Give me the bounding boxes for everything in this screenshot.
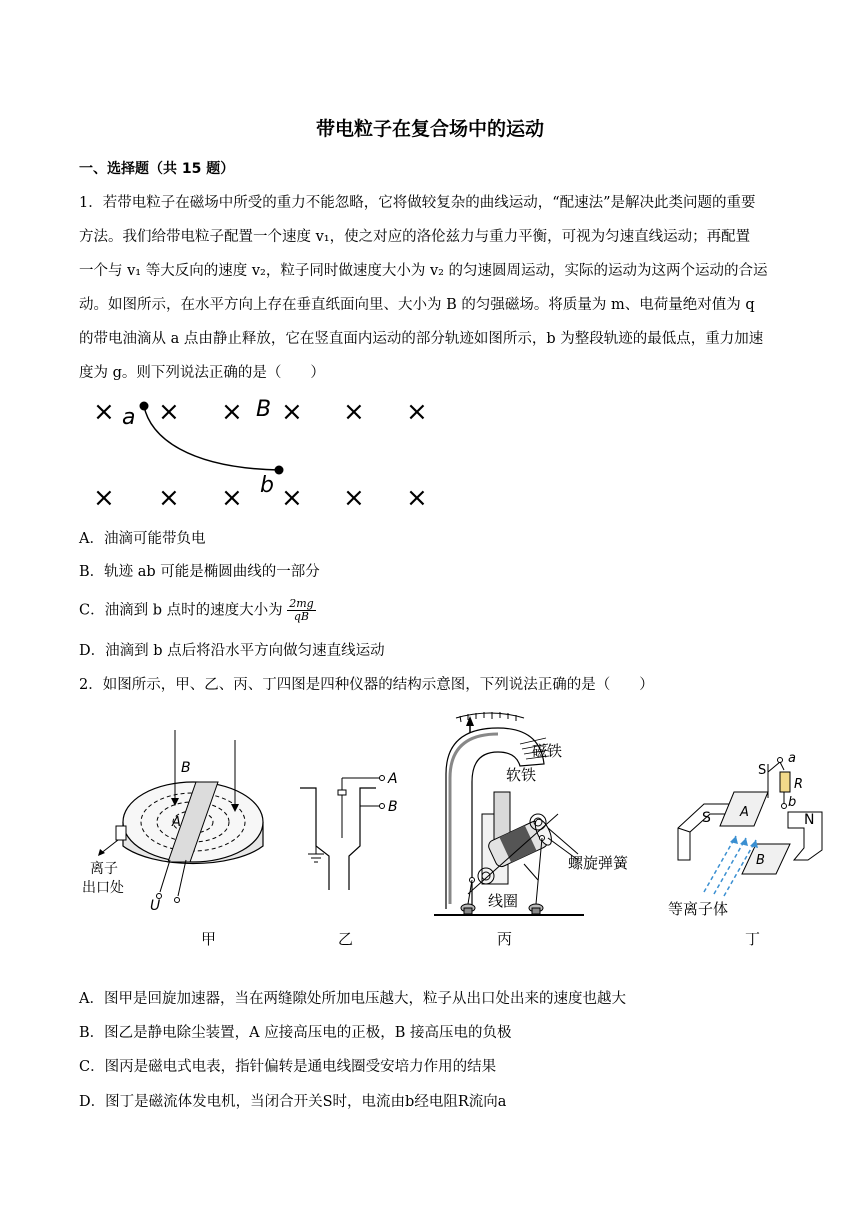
plasma-label: 等离子体 (668, 900, 729, 918)
s-pole-label: S (702, 810, 711, 826)
field-cross: × (343, 397, 365, 427)
q1-option-c[interactable] (79, 598, 316, 623)
plate-b-label: B (756, 853, 765, 868)
field-cross: × (158, 483, 180, 513)
q1-option-c-text: C．油滴到 b 点时的速度大小为 (79, 602, 283, 619)
n-pole-label: N (804, 812, 815, 828)
q1-line: 的带电油滴从 a 点由静止释放，它在竖直面内运动的部分轨迹如图所示，b 为整段轨迹的最低点，重力加速 (79, 331, 764, 347)
figure-label-yi: 乙 (338, 930, 354, 948)
label-a: a (122, 405, 136, 430)
q2-option-d[interactable]: D．图丁是磁流体发电机，当闭合开关S时，电流由b经电阻R流向a (79, 1094, 507, 1110)
figure-label-bing: 丙 (497, 930, 513, 948)
plate-a-label: A (740, 805, 749, 820)
field-cross: × (281, 397, 303, 427)
question-2-stem: 2．如图所示，甲、乙、丙、丁四图是四种仪器的结构示意图，下列说法正确的是（ ） (79, 677, 654, 693)
q2-option-b[interactable]: B．图乙是静电除尘装置，A 应接高压电的正极，B 接高压电的负极 (79, 1025, 512, 1041)
voltage-label: U (150, 898, 161, 910)
label-b: b (260, 473, 274, 498)
moving-coil-meter-figure (428, 704, 658, 924)
q1-line: 一个与 v₁ 等大反向的速度 v₂，粒子同时做速度大小为 v₂ 的匀速圆周运动，实际的运动为这两个运动的合运 (79, 263, 768, 279)
field-cross: × (281, 483, 303, 513)
q1-option-b[interactable]: B．轨迹 ab 可能是椭圆曲线的一部分 (79, 564, 320, 580)
precipitator-label-A: A (388, 771, 398, 787)
resistor-label: R (794, 777, 804, 792)
soft-iron-label: 软铁 (506, 766, 537, 784)
field-cross: × (406, 397, 428, 427)
q1-line: 方法。我们给带电粒子配置一个速度 v₁，使之对应的洛伦兹力与重力平衡，可视为匀速直线运动；再配置 (79, 229, 751, 245)
field-cross: × (93, 397, 115, 427)
exit-label-2: 出口处 (82, 880, 124, 896)
fraction-numerator: 2mg (289, 597, 314, 610)
q2-option-c[interactable]: C．图丙是磁电式电表，指针偏转是通电线圈受安培力作用的结果 (79, 1059, 497, 1075)
section-heading: 一、选择题（共 15 题） (79, 161, 235, 177)
field-cross: × (406, 483, 428, 513)
q1-option-a[interactable]: A．油滴可能带负电 (79, 531, 206, 547)
spring-label: 螺旋弹簧 (568, 854, 629, 872)
q1-line: 度为 g。则下列说法正确的是（ ） (79, 365, 325, 381)
cyclotron-label-B: B (181, 760, 191, 776)
point-a-dot (140, 402, 149, 411)
switch-label: S (758, 763, 767, 778)
precipitator-figure (296, 766, 406, 896)
cyclotron-figure (78, 730, 278, 910)
q2-option-a[interactable]: A．图甲是回旋加速器，当在两缝隙处所加电压越大，粒子从出口处出来的速度也越大 (79, 991, 626, 1007)
magnet-label: 磁铁 (532, 742, 563, 760)
fraction-denominator: qB (293, 610, 309, 623)
terminal-b-label: b (788, 795, 797, 810)
coil-label: 线圈 (488, 892, 519, 910)
field-cross: × (158, 397, 180, 427)
q1-line: 1．若带电粒子在磁场中所受的重力不能忽略，它将做较复杂的曲线运动，“配速法”是解决此类问题的重要 (79, 195, 756, 211)
page-title: 带电粒子在复合场中的运动 (315, 118, 544, 140)
field-cross: × (221, 483, 243, 513)
q1-line: 动。如图所示，在水平方向上存在垂直纸面向里、大小为 B 的匀强磁场。将质量为 m、电荷量绝对值为 q (79, 297, 755, 313)
field-cross: × (93, 483, 115, 513)
cyclotron-label-A: A (172, 815, 181, 830)
figure-label-ding: 丁 (745, 930, 761, 948)
q1-magnetic-field-figure (88, 392, 438, 518)
label-B: B (256, 397, 272, 422)
question-1-stem (79, 186, 779, 390)
field-cross: × (221, 397, 243, 427)
figure-label-jia: 甲 (201, 930, 217, 948)
q1-option-d[interactable]: D．油滴到 b 点后将沿水平方向做匀速直线运动 (79, 643, 385, 659)
exit-label-1: 离子 (90, 861, 118, 877)
precipitator-label-B: B (388, 799, 398, 815)
mhd-generator-figure (664, 752, 844, 922)
field-cross: × (343, 483, 365, 513)
speed-fraction (287, 598, 315, 623)
point-b-dot (275, 466, 284, 475)
terminal-a-label: a (788, 752, 796, 766)
